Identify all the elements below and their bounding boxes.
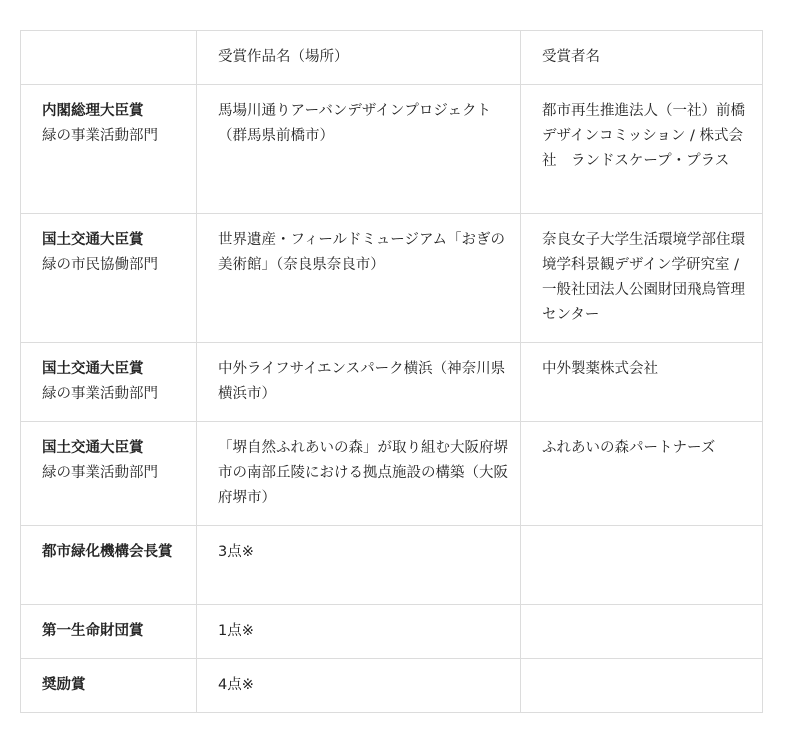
work-cell: 1点※ [197, 605, 521, 659]
recipient-cell [521, 605, 763, 659]
awards-table [20, 30, 763, 713]
table-row [21, 422, 763, 526]
recipient-cell: 中外製薬株式会社 [521, 343, 763, 422]
recipient-cell: 都市再生推進法人（一社）前橋デザインコミッション / 株式会社 ランドスケープ・プラス [521, 85, 763, 214]
award-category: 緑の事業活動部門 [42, 465, 158, 481]
header-cell-work: 受賞作品名（場所） [197, 31, 521, 85]
award-cell [21, 605, 197, 659]
award-name: 奨励賞 [42, 677, 86, 693]
table-row [21, 214, 763, 343]
award-cell [21, 659, 197, 713]
table-row [21, 659, 763, 713]
recipient-cell: ふれあいの森パートナーズ [521, 422, 763, 526]
table-header-row [21, 31, 763, 85]
award-name: 国土交通大臣賞 [42, 232, 144, 248]
recipient-cell [521, 526, 763, 605]
table-row [21, 343, 763, 422]
work-cell: 4点※ [197, 659, 521, 713]
award-cell [21, 343, 197, 422]
recipient-cell [521, 659, 763, 713]
award-name: 国土交通大臣賞 [42, 440, 144, 456]
award-cell [21, 422, 197, 526]
work-cell: 中外ライフサイエンスパーク横浜（神奈川県横浜市） [197, 343, 521, 422]
header-cell-award [21, 31, 197, 85]
header-cell-recipient: 受賞者名 [521, 31, 763, 85]
work-cell: 3点※ [197, 526, 521, 605]
award-category: 緑の事業活動部門 [42, 128, 158, 144]
work-cell: 「堺自然ふれあいの森」が取り組む大阪府堺市の南部丘陵における拠点施設の構築（大阪府堺市） [197, 422, 521, 526]
table-row [21, 605, 763, 659]
award-name: 都市緑化機構会長賞 [42, 544, 173, 560]
work-cell: 世界遺産・フィールドミュージアム「おぎの美術館」（奈良県奈良市） [197, 214, 521, 343]
award-category: 緑の事業活動部門 [42, 386, 158, 402]
recipient-cell: 奈良女子大学生活環境学部住環境学科景観デザイン学研究室 / 一般社団法人公園財団飛鳥管理センター [521, 214, 763, 343]
table-row [21, 526, 763, 605]
award-category: 緑の市民協働部門 [42, 257, 158, 273]
table-row [21, 85, 763, 214]
award-name: 内閣総理大臣賞 [42, 103, 144, 119]
award-cell [21, 85, 197, 214]
award-name: 国土交通大臣賞 [42, 361, 144, 377]
award-cell [21, 214, 197, 343]
work-cell: 馬場川通りアーバンデザインプロジェクト（群馬県前橋市） [197, 85, 521, 214]
award-name: 第一生命財団賞 [42, 623, 144, 639]
award-cell [21, 526, 197, 605]
